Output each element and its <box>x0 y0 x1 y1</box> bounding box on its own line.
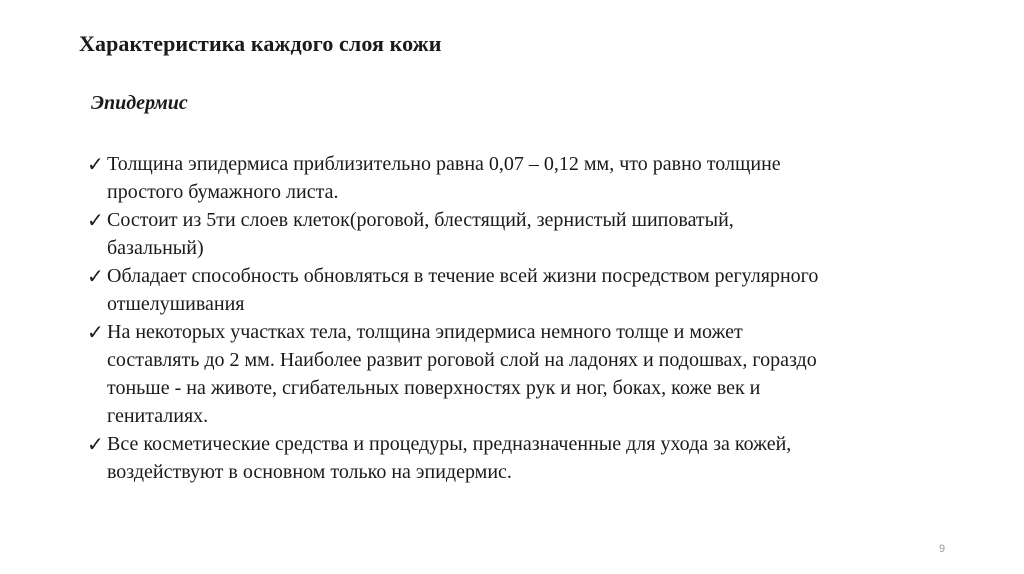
bullet-text-line: базальный) <box>107 237 204 259</box>
bullet-text-line: тоньше - на животе, сгибательных поверхностях рук и ног, боках, коже век и <box>107 377 761 399</box>
check-icon: ✓ <box>87 208 104 232</box>
check-icon: ✓ <box>87 432 104 456</box>
list-item <box>87 430 967 486</box>
list-item <box>87 150 967 206</box>
list-item <box>87 206 967 262</box>
check-icon: ✓ <box>87 264 104 288</box>
bullet-text-line: воздействуют в основном только на эпидермис. <box>107 461 512 483</box>
check-icon: ✓ <box>87 320 104 344</box>
list-item <box>87 318 967 430</box>
section-subtitle: Эпидермис <box>91 92 188 114</box>
slide-title: Характеристика каждого слоя кожи <box>79 31 442 56</box>
check-icon: ✓ <box>87 152 104 176</box>
bullet-text-line: Состоит из 5ти слоев клеток(роговой, блестящий, зернистый шиповатый, <box>107 209 734 231</box>
bullet-list <box>87 150 967 486</box>
bullet-text-line: Обладает способность обновляться в течение всей жизни посредством регулярного <box>107 265 819 287</box>
list-item <box>87 262 967 318</box>
bullet-text-line: гениталиях. <box>107 405 209 427</box>
bullet-text-line: На некоторых участках тела, толщина эпидермиса немного толще и может <box>107 321 743 343</box>
bullet-text-line: Все косметические средства и процедуры, предназначенные для ухода за кожей, <box>107 433 792 455</box>
bullet-text-line: отшелушивания <box>107 293 245 315</box>
page-number: 9 <box>939 543 946 555</box>
bullet-text-line: составлять до 2 мм. Наиболее развит роговой слой на ладонях и подошвах, гораздо <box>107 349 817 371</box>
bullet-text-line: простого бумажного листа. <box>107 181 339 203</box>
bullet-text-line: Толщина эпидермиса приблизительно равна 0,07 – 0,12 мм, что равно толщине <box>107 153 781 175</box>
